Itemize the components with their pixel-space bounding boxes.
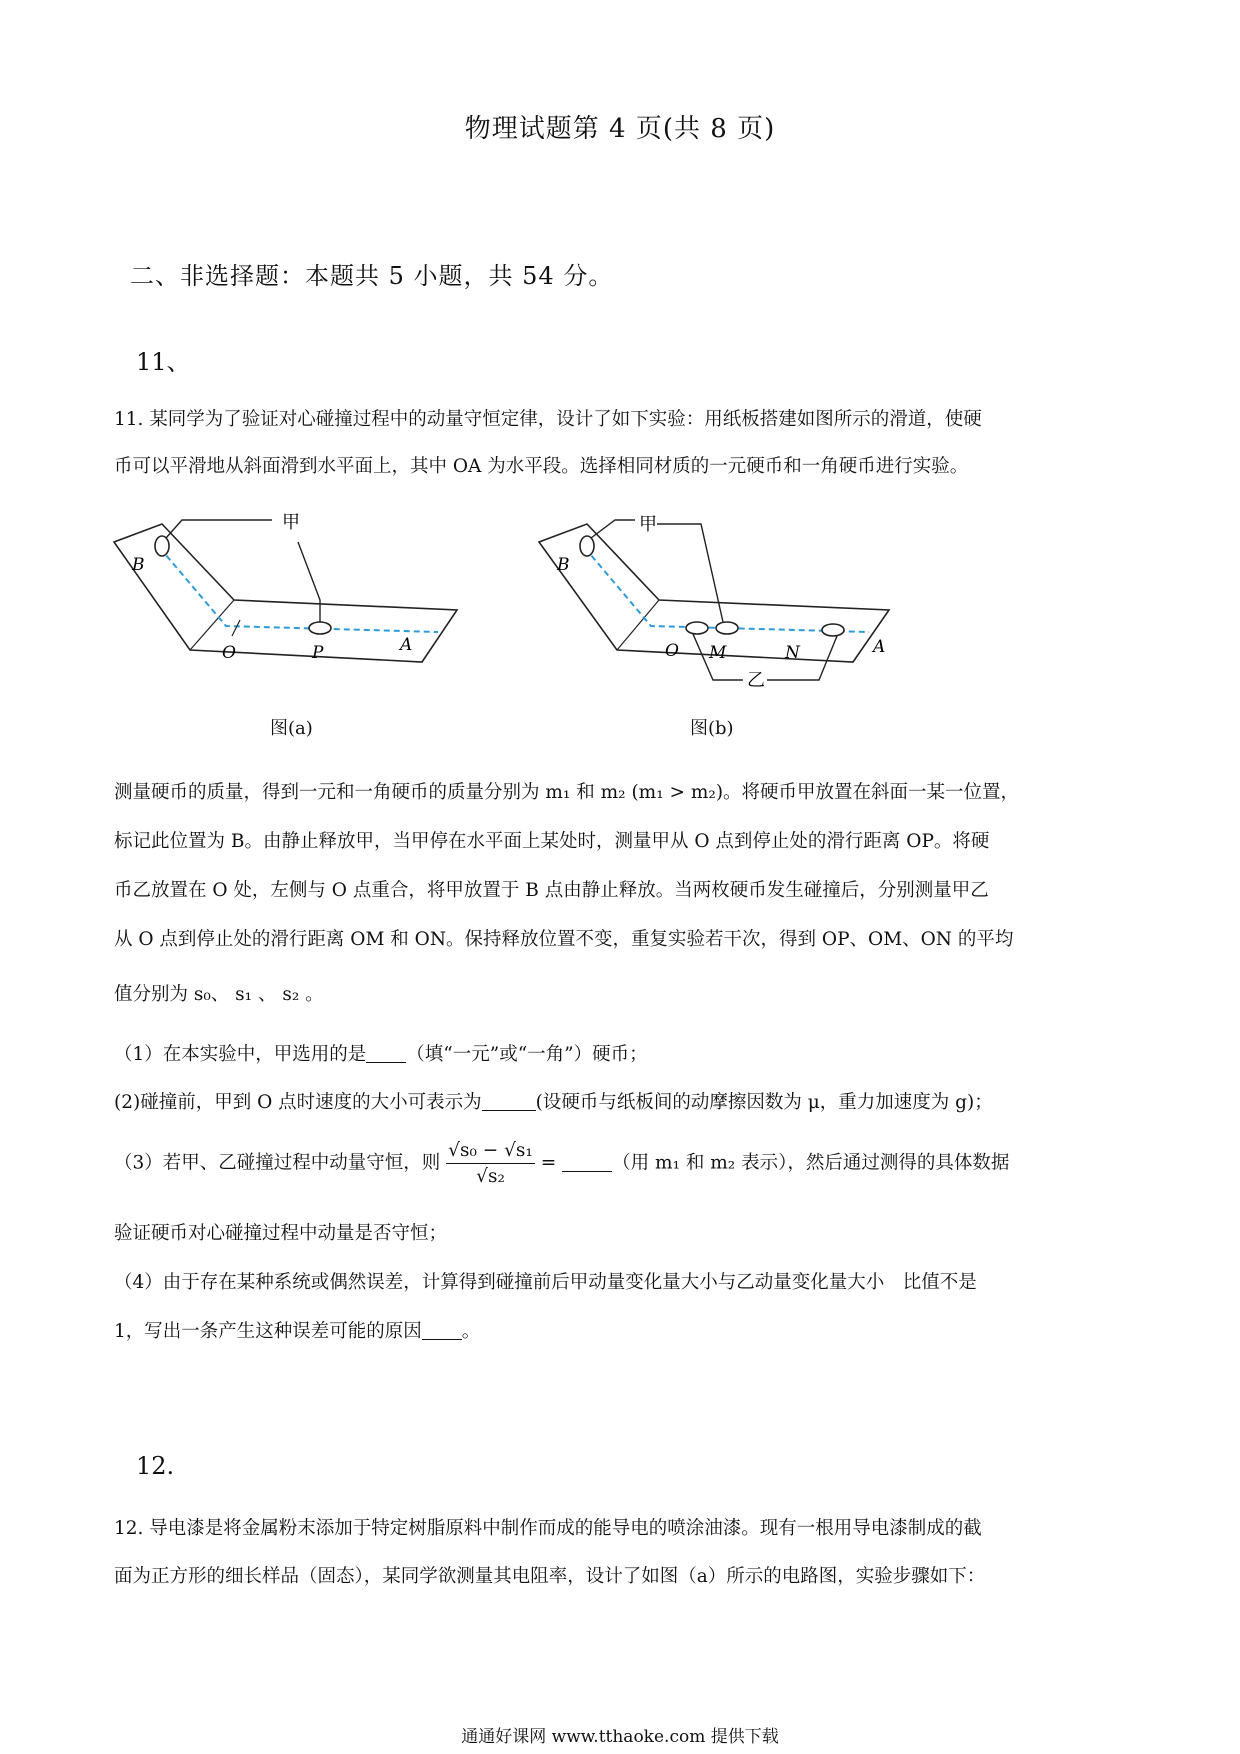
leader-line-M — [657, 524, 723, 622]
coin-jia-at-P — [309, 622, 331, 634]
sub-3-suffix: （用 m₁ 和 m₂ 表示），然后通过测得的具体数据 — [612, 1152, 1010, 1174]
label-jia: 甲 — [639, 514, 657, 535]
sub-4-prefix: 1，写出一条产生这种误差可能的原因 — [114, 1321, 422, 1342]
label-O: O — [665, 641, 679, 661]
answer-blank-4[interactable] — [422, 1321, 462, 1341]
sub-4-suffix: 。 — [461, 1321, 481, 1342]
slide-fold-line — [617, 600, 659, 650]
track-path — [160, 548, 438, 632]
q11-body-line-2: 标记此位置为 B。由静止释放甲，当甲停在水平面上某处时，测量甲从 O 点到停止处的滑行距离 OP。将硬 — [114, 831, 990, 852]
question-12-number: 12. — [136, 1452, 175, 1480]
leader-line-P — [298, 542, 320, 622]
fraction-denominator: √s₂ — [476, 1166, 505, 1187]
q11-intro-line-2: 币可以平滑地从斜面滑到水平面上，其中 OA 为水平段。选择相同材质的一元硬币和一角硬币进行实验。 — [114, 456, 969, 477]
label-A: A — [873, 637, 886, 657]
q11-sub-3-cont: 验证硬币对心碰撞过程中动量是否守恒； — [114, 1223, 448, 1244]
coin-jia-at-B — [155, 536, 169, 556]
question-11-number: 11、 — [136, 348, 191, 376]
label-yi: 乙 — [747, 670, 765, 691]
coin-at-O — [686, 622, 708, 634]
fraction-numerator: √s₀ − √s₁ — [446, 1140, 535, 1164]
sub-2-prefix: (2)碰撞前，甲到 O 点时速度的大小可表示为 — [114, 1092, 482, 1113]
label-N: N — [785, 643, 800, 663]
page-header: 物理试题第 4 页(共 8 页) — [464, 114, 776, 144]
q11-sub-1 — [114, 1040, 648, 1066]
label-M: M — [709, 643, 727, 663]
figure-b-diagram — [535, 510, 905, 695]
q11-body-line-5: 值分别为 s₀、 s₁ 、 s₂ 。 — [114, 984, 324, 1005]
sub-1-suffix: （填“一元”或“一角”）硬币； — [406, 1044, 648, 1065]
label-A: A — [400, 635, 413, 655]
figure-a-diagram — [110, 510, 470, 675]
label-jia: 甲 — [282, 512, 300, 533]
track-path — [585, 548, 869, 632]
sub-3-fraction — [446, 1140, 535, 1187]
answer-blank-1[interactable] — [366, 1044, 406, 1064]
answer-blank-2[interactable] — [482, 1092, 536, 1112]
coin-jia-at-B — [580, 536, 594, 556]
q11-sub-2 — [114, 1088, 993, 1114]
figure-a-caption: 图(a) — [270, 718, 313, 739]
q12-line-2: 面为正方形的细长样品（固态），某同学欲测量其电阻率，设计了如图（a）所示的电路图，实验步骤如下： — [114, 1566, 986, 1587]
leader-line-B — [166, 520, 272, 538]
q12-line-1: 12. 导电漆是将金属粉末添加于特定树脂原料中制作而成的能导电的喷涂油漆。现有一根用导电漆制成的截 — [114, 1518, 982, 1539]
sub-3-equals: = — [540, 1152, 557, 1174]
coin-at-M — [716, 622, 738, 634]
q11-body-line-1: 测量硬币的质量，得到一元和一角硬币的质量分别为 m₁ 和 m₂ (m₁ > m₂)。将硬币甲放置在斜面一某一位置， — [114, 782, 1020, 803]
q11-intro-line-1: 11. 某同学为了验证对心碰撞过程中的动量守恒定律，设计了如下实验：用纸板搭建如图所示的滑道，使硬 — [114, 409, 982, 430]
figure-b-caption: 图(b) — [690, 718, 734, 739]
label-B: B — [557, 555, 570, 575]
sub-2-suffix: (设硬币与纸板间的动摩擦因数为 μ，重力加速度为 g)； — [535, 1092, 993, 1113]
label-B: B — [132, 555, 145, 575]
sub-1-prefix: （1）在本实验中，甲选用的是 — [114, 1044, 367, 1065]
q11-sub-3 — [114, 1140, 1009, 1187]
o-tick — [232, 620, 240, 636]
coin-at-N — [822, 624, 844, 636]
q11-sub-4-line-2 — [114, 1317, 480, 1343]
label-P: P — [312, 643, 324, 663]
answer-blank-3[interactable] — [562, 1152, 612, 1172]
sub-3-prefix: （3）若甲、乙碰撞过程中动量守恒，则 — [114, 1152, 441, 1174]
label-O: O — [222, 643, 236, 663]
q11-body-line-4: 从 O 点到停止处的滑行距离 OM 和 ON。保持释放位置不变，重复实验若干次，得到 OP、OM、ON 的平均 — [114, 929, 1014, 950]
q11-body-line-3: 币乙放置在 O 处，左侧与 O 点重合，将甲放置于 B 点由静止释放。当两枚硬币发生碰撞后，分别测量甲乙 — [114, 880, 989, 901]
footer-watermark: 通通好课网 www.tthaoke.com 提供下载 — [461, 1727, 779, 1747]
q11-sub-4-line-1: （4）由于存在某种系统或偶然误差，计算得到碰撞前后甲动量变化量大小与乙动量变化量大小 比值不是 — [114, 1272, 977, 1293]
section-title: 二、非选择题：本题共 5 小题，共 54 分。 — [130, 262, 614, 290]
